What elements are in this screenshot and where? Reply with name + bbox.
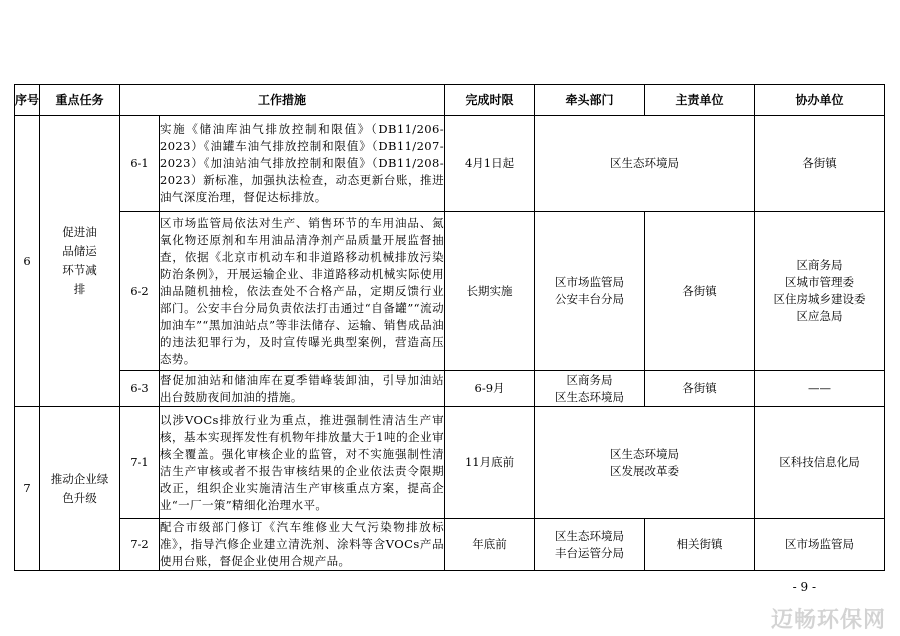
measure-text: 配合市级部门修订《汽车维修业大气污染物排放标准》，指导汽修企业建立清洗剂、涂料等含VOCs产品使用台账，督促企业使用合规产品。 <box>160 519 445 571</box>
lead-responsible-cell <box>535 407 755 519</box>
assist-cell <box>755 212 885 371</box>
lead-cell <box>535 519 645 571</box>
responsible-cell: 相关街镇 <box>645 519 755 571</box>
lead-unit: 区生态环境局 <box>610 446 680 461</box>
header-seq: 序号 <box>15 85 40 116</box>
header-lead: 牵头部门 <box>535 85 645 116</box>
deadline-cell: 4月1日起 <box>445 116 535 212</box>
lead-unit: 区市场监管局 <box>555 275 625 289</box>
measure-id: 6-1 <box>120 116 160 212</box>
seq-cell: 7 <box>15 407 40 571</box>
lead-unit: 丰台运管分局 <box>555 545 625 560</box>
table-row <box>15 212 885 371</box>
lead-cell <box>535 212 645 371</box>
lead-unit: 区商务局 <box>566 372 613 387</box>
page-number: - 9 - <box>792 580 816 594</box>
assist-cell: 区科技信息化局 <box>755 407 885 519</box>
lead-unit: 区生态环境局 <box>555 528 625 543</box>
header-task: 重点任务 <box>40 85 120 116</box>
table-row <box>15 371 885 407</box>
lead-cell <box>535 371 645 407</box>
measure-text: 以涉VOCs排放行业为重点，推进强制性清洁生产审核，基本实现挥发性有机物年排放量大于1吨的企业审核全覆盖。强化审核企业的监管，对不实施强制性清洁生产审核或者不报告审核结果的企业依法责令限期改正，组织企业实施清洁生产审核重点方案，提高企业“一厂一策”精细化治理水平。 <box>160 407 445 519</box>
measure-text: 实施《储油库油气排放控制和限值》（DB11/206-2023）《油罐车油气排放控制和限值》（DB11/207-2023）《加油站油气排放控制和限值》（DB11/208-2023）新标准，加强执法检查，动态更新台账，推进油气深度治理，督促达标排放。 <box>160 116 445 212</box>
assist-unit: 区城市管理委 <box>785 275 855 289</box>
table-header-row <box>15 85 885 116</box>
task-cell: 推动企业绿色升级 <box>40 407 120 571</box>
assist-cell: —— <box>755 371 885 407</box>
assist-unit: 区商务局 <box>796 258 843 272</box>
measure-id: 6-3 <box>120 371 160 407</box>
table-row <box>15 407 885 519</box>
measure-text: 区市场监管局依法对生产、销售环节的车用油品、氮氧化物还原剂和车用油品清净剂产品质量开展监督抽查，依据《北京市机动车和非道路移动机械排放污染防治条例》，开展运输企业、非道路移动机械实际使用油品随机抽检，依法查处不合格产品，定期反馈行业部门。公安丰台分局负责依法打击通过“自备罐”“流动加油车”“黑加油站点”等非法储存、运输、销售成品油的违法犯罪行为，及时宣传曝光典型案例，营造高压态势。 <box>160 212 445 371</box>
assist-cell: 区市场监管局 <box>755 519 885 571</box>
seq-cell: 6 <box>15 116 40 407</box>
watermark: 迈畅环保网 <box>770 608 886 633</box>
header-responsible: 主责单位 <box>645 85 755 116</box>
assist-unit: 区住房城乡建设委 <box>773 292 866 306</box>
table-row <box>15 519 885 571</box>
measures-table <box>14 84 885 571</box>
deadline-cell: 长期实施 <box>445 212 535 371</box>
deadline-cell: 6-9月 <box>445 371 535 407</box>
measure-id: 7-2 <box>120 519 160 571</box>
measure-id: 6-2 <box>120 212 160 371</box>
lead-unit: 公安丰台分局 <box>555 292 625 306</box>
assist-unit: 区应急局 <box>796 309 843 323</box>
header-assist: 协办单位 <box>755 85 885 116</box>
lead-unit: 区发展改革委 <box>610 463 680 478</box>
task-cell: 促进油品储运环节减排 <box>40 116 120 407</box>
header-measures: 工作措施 <box>120 85 445 116</box>
assist-cell: 各街镇 <box>755 116 885 212</box>
lead-unit: 区生态环境局 <box>555 389 625 404</box>
measure-id: 7-1 <box>120 407 160 519</box>
measure-text: 督促加油站和储油库在夏季错峰装卸油，引导加油站出台鼓励夜间加油的措施。 <box>160 371 445 407</box>
table-row <box>15 116 885 212</box>
responsible-cell: 各街镇 <box>645 371 755 407</box>
deadline-cell: 11月底前 <box>445 407 535 519</box>
lead-responsible-cell: 区生态环境局 <box>535 116 755 212</box>
deadline-cell: 年底前 <box>445 519 535 571</box>
header-deadline: 完成时限 <box>445 85 535 116</box>
responsible-cell: 各街镇 <box>645 212 755 371</box>
